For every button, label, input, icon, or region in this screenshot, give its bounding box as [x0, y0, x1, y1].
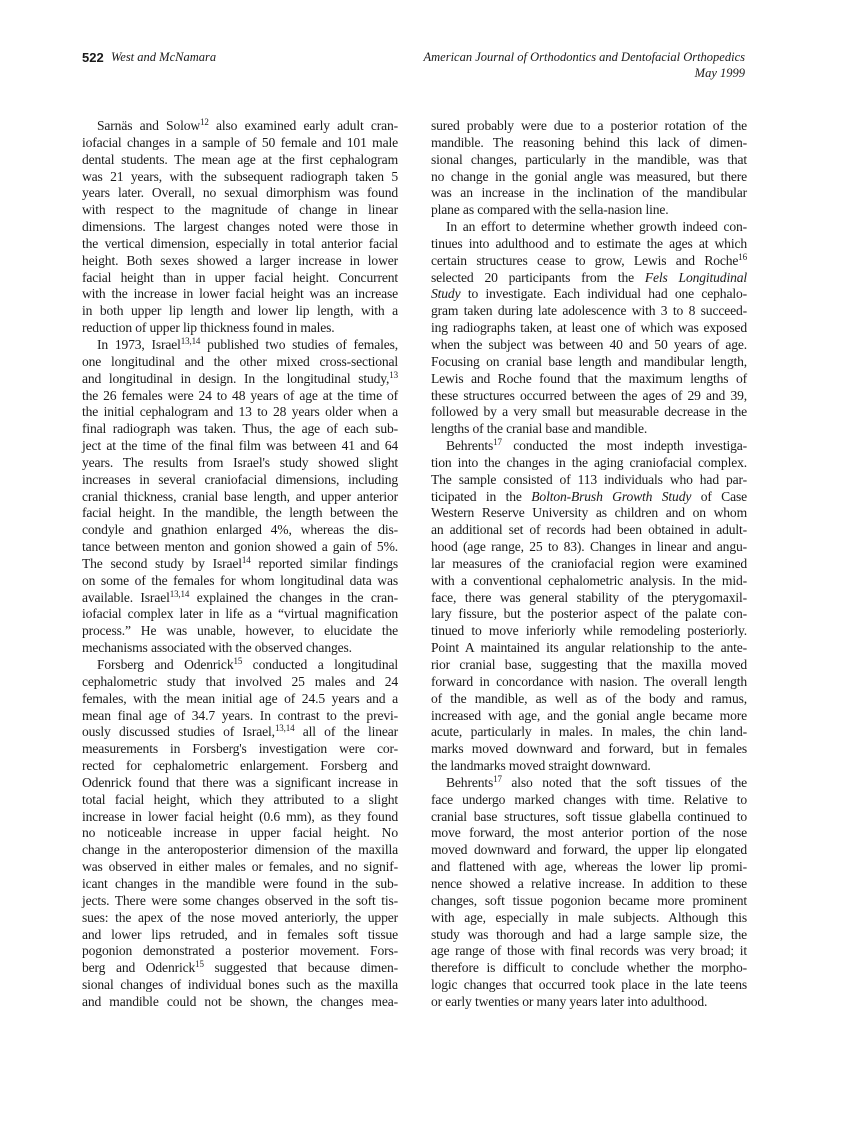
text-line: [431, 219, 747, 236]
text-run: cephalometric study that involved 25 males and 24: [82, 673, 398, 689]
text-line: [82, 286, 398, 303]
text-line: [82, 825, 398, 842]
text-run: published two studies of females,: [200, 336, 398, 352]
text-run: lary fissure, but the posterior aspect of the palate con-: [431, 606, 747, 622]
citation-superscript: 15: [233, 656, 243, 666]
text-run: sues: the apex of the nose moved anteriorly, the upper: [82, 909, 398, 925]
text-line: [431, 236, 747, 253]
citation-superscript: 17: [493, 773, 502, 784]
text-line: [82, 590, 398, 607]
text-line: [82, 691, 398, 708]
text-line: [431, 825, 747, 842]
italic-title: Fels Longitudinal: [644, 269, 747, 285]
italic-title: Study: [431, 286, 461, 302]
citation-superscript: 17: [493, 437, 502, 448]
text-run: Behrents: [446, 774, 494, 790]
citation-superscript: 13,14: [169, 588, 190, 599]
left-column: [82, 118, 398, 1011]
text-run: mechanisms associated with the observed changes.: [82, 640, 352, 656]
text-line: [431, 573, 747, 590]
text-line: [82, 185, 398, 202]
text-run: changes, soft tissue pogonion became more prominent: [431, 892, 747, 908]
text-line: [431, 876, 747, 893]
text-run: jects. There were some changes observed in the soft tis-: [82, 892, 398, 908]
text-run: moved downward and forward, the upper lip elongated: [431, 842, 747, 858]
text-run: cranial base structures, soft tissue glabella continued to: [431, 808, 747, 824]
text-run: these structures occurred between the ages of 29 and 39,: [431, 387, 747, 403]
text-run: selected 20 participants from the: [431, 269, 645, 285]
text-line: [431, 169, 747, 186]
text-run: Behrents: [446, 438, 494, 454]
text-run: sional changes, particularly in the mandible, was that: [431, 151, 747, 167]
text-line: [431, 270, 747, 287]
text-line: [431, 859, 747, 876]
text-line: [431, 135, 747, 152]
text-run: move forward, the most anterior portion of the nose: [431, 825, 747, 841]
text-run: tion into the changes in the aging craniofacial complex.: [431, 454, 747, 470]
text-line: [82, 910, 398, 927]
text-run: or early twenties or many years later into adulthood.: [431, 993, 708, 1009]
text-line: [431, 708, 747, 725]
text-line: [82, 505, 398, 522]
running-head-authors: West and McNamara: [111, 50, 217, 64]
text-run: with age, especially in male subjects. Although this: [431, 909, 747, 925]
text-line: [431, 657, 747, 674]
text-run: no noticeable increase in upper facial height. No: [82, 825, 398, 841]
text-line: [431, 606, 747, 623]
text-run: and flattened with age, whereas the lower lip promi-: [431, 859, 747, 875]
text-run: the landmarks moved straight downward.: [431, 758, 651, 774]
text-run: lengths of the cranial base and mandible.: [431, 421, 648, 437]
text-run: The second study by Israel: [82, 555, 242, 571]
text-line: [82, 994, 398, 1011]
text-line: [431, 505, 747, 522]
paragraph: [82, 118, 398, 337]
text-run: The sample consisted of 113 individuals who had par-: [431, 471, 747, 487]
text-run: with respect to the magnitude of change in linear: [82, 202, 398, 218]
text-run: sured probably were due to a posterior rotation of the: [431, 118, 747, 133]
citation-superscript: 12: [200, 117, 209, 127]
text-run: the vertical dimension, especially in total anterior facial: [82, 235, 398, 251]
text-run: an additional set of records had been obtained in adult-: [431, 522, 747, 538]
text-run: marks moved downward and forward, but in females: [431, 741, 747, 757]
text-line: [431, 337, 747, 354]
text-run: In 1973, Israel: [97, 336, 181, 352]
text-line: [431, 910, 747, 927]
text-run: facial height. In the mandible, the length between the: [82, 505, 398, 521]
text-line: [82, 775, 398, 792]
text-run: forward in concordance with nasion. The overall length: [431, 673, 747, 689]
text-run: increase in lower facial height (0.6 mm), as they found: [82, 808, 398, 824]
text-run: ject at the time of the final film was between 41 and 64: [82, 438, 398, 454]
text-run: change in the anteroposterior dimension of the maxilla: [82, 842, 398, 858]
text-line: [82, 135, 398, 152]
text-line: [431, 303, 747, 320]
text-run: dimensions. The largest changes noted were those in: [82, 219, 398, 235]
text-line: [82, 927, 398, 944]
text-line: [82, 270, 398, 287]
text-run: one longitudinal and the other mixed cross-sectional: [82, 353, 398, 369]
text-line: [431, 724, 747, 741]
text-line: [82, 556, 398, 573]
text-run: hood (age range, 25 to 83). Changes in linear and angu-: [431, 539, 747, 555]
text-run: to investigate. Each individual had one cephalo-: [460, 286, 747, 302]
text-line: [431, 253, 747, 270]
text-run: mandible. The reasoning behind this lack of dimen-: [431, 134, 747, 150]
text-run: explained the changes in the cran-: [189, 589, 398, 605]
text-run: reported similar findings: [250, 555, 398, 571]
text-line: [82, 960, 398, 977]
text-run: when the subject was between 40 and 50 years of age.: [431, 336, 747, 352]
text-line: [431, 977, 747, 994]
text-run: and mandible could not be shown, the changes mea-: [82, 993, 398, 1009]
text-line: [82, 303, 398, 320]
text-line: [431, 741, 747, 758]
text-line: [82, 118, 398, 135]
text-run: and longitudinal in design. In the longitudinal study,: [82, 370, 390, 386]
running-head-date: May 1999: [694, 66, 745, 80]
text-line: [431, 842, 747, 859]
text-run: In an effort to determine whether growth indeed con-: [446, 219, 747, 235]
text-run: available. Israel: [82, 589, 170, 605]
paragraph: [431, 775, 747, 1011]
paragraph: [431, 219, 747, 438]
text-line: [431, 404, 747, 421]
text-run: reduction of upper lip thickness found in males.: [82, 320, 335, 336]
text-run: tance between menton and gonion showed a gain of 5%.: [82, 539, 398, 555]
text-line: [82, 573, 398, 590]
text-line: [431, 522, 747, 539]
text-line: [82, 219, 398, 236]
text-line: [82, 724, 398, 741]
text-run: ticipated in the: [431, 488, 532, 504]
text-line: [431, 371, 747, 388]
text-run: years later. Overall, no sexual dimorphism was found: [82, 185, 398, 201]
text-run: face undergo marked changes with time. Relative to: [431, 791, 747, 807]
text-line: [82, 943, 398, 960]
text-run: rected for cephalometric enlargement. Forsberg and: [82, 758, 398, 774]
text-line: [431, 202, 747, 219]
text-line: [431, 775, 747, 792]
text-run: pogonion demonstrated a posterior movement. Fors-: [82, 943, 398, 959]
text-run: gram taken during late adolescence with 3 to 8 succeed-: [431, 303, 747, 319]
text-line: [82, 893, 398, 910]
text-run: mean final age of 34.7 years. In contrast to the previ-: [82, 707, 398, 723]
text-line: [82, 421, 398, 438]
text-run: was 21 years, with the subsequent radiograph taken 5: [82, 168, 398, 184]
text-line: [82, 472, 398, 489]
citation-superscript: 13: [389, 369, 398, 380]
text-run: with a conventional cephalometric analysis. In the mid-: [431, 572, 747, 588]
page-number: 522: [82, 50, 104, 65]
text-run: Point A maintained its angular relationship to the ante-: [431, 640, 747, 656]
text-line: [82, 640, 398, 657]
text-line: [431, 438, 747, 455]
paragraph: [82, 337, 398, 657]
text-line: [82, 236, 398, 253]
citation-superscript: 13,14: [180, 335, 201, 346]
text-line: [431, 640, 747, 657]
text-line: [431, 185, 747, 202]
text-run: logic changes that occurred took place in the late teens: [431, 977, 747, 993]
text-line: [82, 169, 398, 186]
text-run: dental students. The mean age at the first cephalogram: [82, 151, 398, 167]
text-line: [82, 623, 398, 640]
right-column: [431, 118, 747, 1011]
text-line: [431, 943, 747, 960]
text-run: therefore is difficult to conclude whether the morpho-: [431, 960, 747, 976]
paragraph: [431, 438, 747, 775]
text-line: [431, 421, 747, 438]
text-run: Odenrick found that there was a significant increase in: [82, 774, 398, 790]
text-line: [431, 893, 747, 910]
text-run: rior cranial base, suggesting that the maxilla moved: [431, 657, 747, 672]
citation-superscript: 16: [738, 251, 747, 262]
text-run: all of the linear: [294, 724, 399, 740]
text-run: with the increase in lower facial height was an increase: [82, 286, 398, 302]
text-run: measurements in Forsberg's investigation were cor-: [82, 741, 398, 757]
text-line: [431, 960, 747, 977]
text-line: [82, 859, 398, 876]
text-run: in both upper lip length and lower lip length, with a: [82, 303, 398, 319]
paragraph: [82, 657, 398, 1011]
text-run: nence showed a relative increase. In addition to these: [431, 875, 747, 891]
text-line: [431, 118, 747, 135]
citation-superscript: 14: [241, 554, 251, 565]
text-line: [431, 152, 747, 169]
text-line: [82, 674, 398, 691]
text-run: no change in the gonial angle was measured, but there: [431, 168, 747, 184]
text-line: [82, 522, 398, 539]
text-line: [82, 809, 398, 826]
text-line: [82, 388, 398, 405]
text-run: age range of those with final records was very broad; it: [431, 943, 747, 959]
text-line: [82, 657, 398, 674]
text-line: [82, 438, 398, 455]
text-line: [82, 455, 398, 472]
text-run: also noted that the soft tissues of the: [501, 774, 747, 790]
text-run: Forsberg and Odenrick: [97, 657, 234, 672]
text-line: [82, 758, 398, 775]
text-run: conducted a longitudinal: [242, 657, 398, 672]
text-run: lar measures of the craniofacial region were examined: [431, 555, 747, 571]
text-run: final radiograph was taken. Thus, the age of each sub-: [82, 421, 398, 437]
text-run: sional changes of individual bones such as the maxilla: [82, 977, 398, 993]
text-line: [431, 354, 747, 371]
text-run: Western Reserve University as children and on whom: [431, 505, 747, 521]
text-run: plane as compared with the sella-nasion line.: [431, 202, 669, 218]
text-run: icant changes in the mandible were found in the sub-: [82, 875, 398, 891]
text-run: on some of the females for whom longitudinal data was: [82, 572, 398, 588]
text-line: [82, 708, 398, 725]
text-line: [431, 809, 747, 826]
text-line: [431, 556, 747, 573]
text-line: [82, 202, 398, 219]
text-line: [82, 977, 398, 994]
text-run: the initial cephalogram and 13 to 28 years older when a: [82, 404, 398, 420]
text-line: [431, 623, 747, 640]
text-run: Lewis and Roche found that the maximum lengths of: [431, 370, 747, 386]
text-run: certain structures cease to grow, Lewis and Roche: [431, 252, 739, 268]
text-run: condyle and gnathion enlarged 4%, whereas the dis-: [82, 522, 398, 538]
text-line: [82, 606, 398, 623]
text-line: [82, 792, 398, 809]
citation-superscript: 15: [195, 959, 204, 970]
text-line: [431, 539, 747, 556]
text-run: suggested that because dimen-: [203, 960, 398, 976]
text-run: tinues into adulthood and to estimate the ages at which: [431, 235, 747, 251]
text-run: iofacial changes in a sample of 50 female and 101 male: [82, 134, 398, 150]
text-run: females, with the mean initial age of 24.5 years and a: [82, 690, 398, 706]
text-line: [82, 354, 398, 371]
text-run: was an increase in the inclination of the mandibular: [431, 185, 747, 201]
text-run: study was thorough and had a large sample size, the: [431, 926, 747, 942]
text-run: increases in several craniofacial dimensions, including: [82, 471, 398, 487]
text-line: [82, 337, 398, 354]
text-run: increased with age, and the gonial angle became more: [431, 707, 747, 723]
text-line: [431, 758, 747, 775]
text-run: height. Both sexes showed a larger increase in lower: [82, 252, 398, 268]
text-line: [82, 253, 398, 270]
text-run: of the mandible, as well as of the body and ramus,: [431, 690, 747, 706]
text-line: [82, 404, 398, 421]
text-run: iofacial complex later in life as a “virtual magnification: [82, 606, 398, 622]
text-line: [82, 876, 398, 893]
text-line: [431, 994, 747, 1011]
text-line: [431, 320, 747, 337]
text-run: total facial height, which they attributed to a slight: [82, 791, 398, 807]
text-line: [82, 320, 398, 337]
text-run: also examined early adult cran-: [208, 118, 399, 133]
text-line: [431, 286, 747, 303]
text-line: [431, 489, 747, 506]
text-run: cranial thickness, cranial base length, and upper anterior: [82, 488, 398, 504]
text-run: and lower lips retruded, and in females soft tissue: [82, 926, 398, 942]
text-line: [431, 927, 747, 944]
paragraph: [431, 118, 747, 219]
text-line: [82, 489, 398, 506]
text-run: Sarnäs and Solow: [97, 118, 201, 133]
text-run: berg and Odenrick: [82, 960, 196, 976]
text-run: face, there was general stability of the pterygomaxil-: [431, 589, 747, 605]
text-line: [431, 455, 747, 472]
text-run: facial height than in upper facial height. Concurrent: [82, 269, 398, 285]
text-run: of Case: [691, 488, 747, 504]
text-line: [82, 741, 398, 758]
text-line: [431, 590, 747, 607]
text-run: tinued to move inferiorly while remodeling posteriorly.: [431, 623, 747, 639]
text-line: [82, 152, 398, 169]
text-line: [431, 472, 747, 489]
text-line: [431, 674, 747, 691]
text-run: ing radiographs taken, at least one of which was exposed: [431, 320, 747, 336]
text-line: [82, 539, 398, 556]
text-run: acute, particularly in males. In males, the chin land-: [431, 724, 747, 740]
text-run: ously discussed studies of Israel,: [82, 724, 275, 740]
text-line: [82, 842, 398, 859]
text-line: [431, 792, 747, 809]
text-line: [431, 388, 747, 405]
text-run: years. The results from Israel's study showed slight: [82, 454, 398, 470]
text-line: [431, 691, 747, 708]
text-run: followed by a very small but measurable decrease in the: [431, 404, 747, 420]
text-run: the 26 females were 24 to 48 years of age at the time of: [82, 387, 398, 403]
text-run: Focusing on cranial base length and mandibular length,: [431, 353, 747, 369]
text-run: was observed in either males or females, and no signif-: [82, 859, 398, 875]
text-run: conducted the most indepth investiga-: [501, 438, 747, 454]
text-line: [82, 371, 398, 388]
citation-superscript: 13,14: [274, 723, 295, 734]
text-run: process.” He was unable, however, to elucidate the: [82, 623, 398, 639]
italic-title: Bolton-Brush Growth Study: [531, 488, 692, 504]
running-head-journal: American Journal of Orthodontics and Dentofacial Orthopedics: [423, 50, 745, 64]
